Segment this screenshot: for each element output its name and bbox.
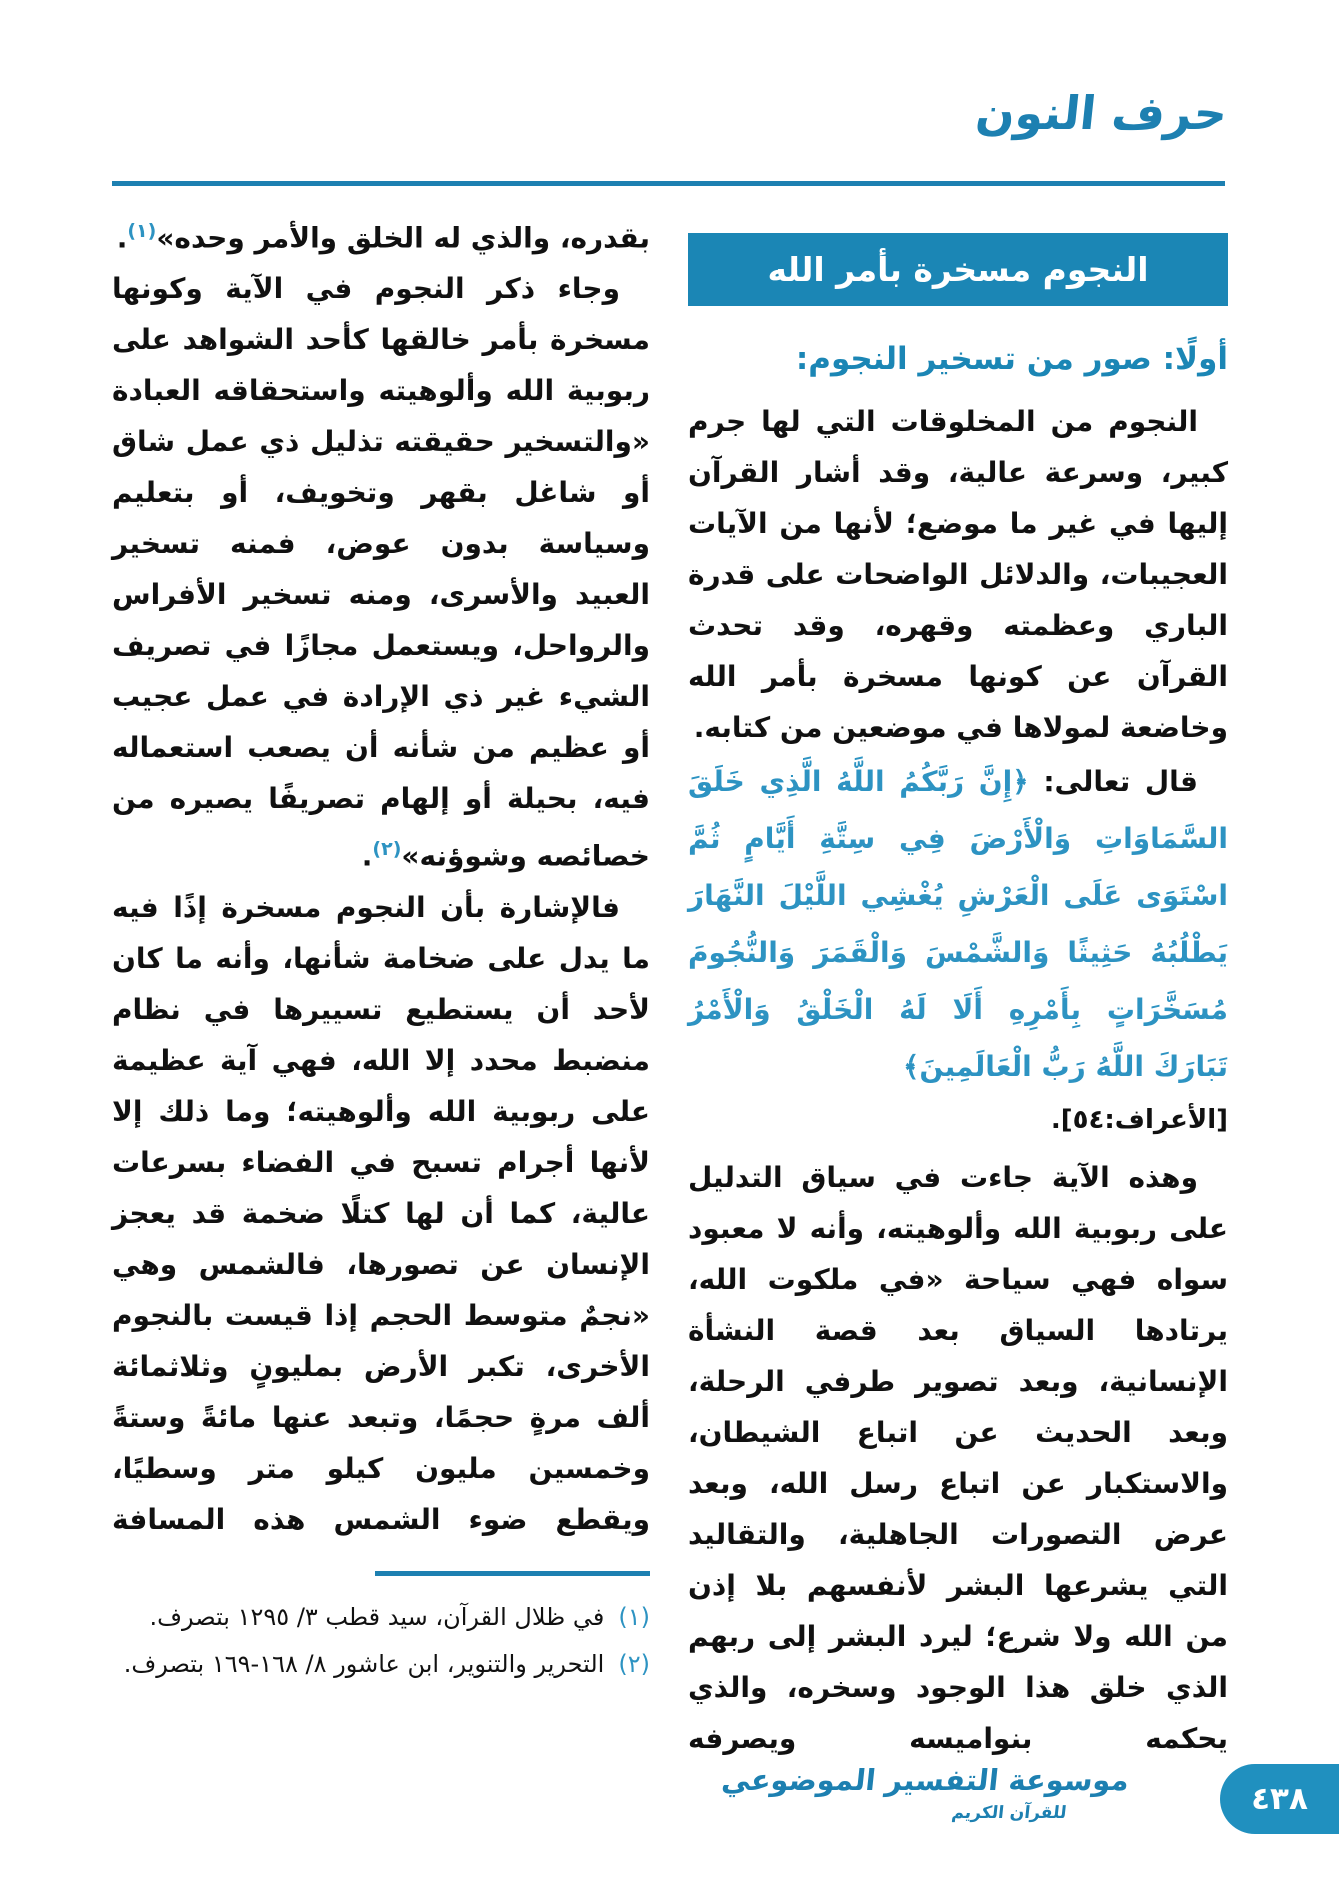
verse-reference: [الأعراف:٥٤]. (1050, 1105, 1228, 1135)
ishara-paragraph (112, 882, 650, 1545)
publisher-logo (720, 1758, 1131, 1824)
taskheer-text: وجاء ذكر النجوم في الآية وكونها مسخرة بأمر خالقها كأحد الشواهد على ربوبية الله وألوهيته واستحقاقه العبادة «والتسخير حقيقته تذليل ذي عمل شاق أو شاغل بقهر وتخويف، أو بتعليم وسياسة بدون عوض، فمنه تسخير العبيد والأسرى، ومنه تسخير الأفراس والرواحل، ويستعمل مجازًا في تصريف الشيء غير ذي الإرادة في عمل عجيب أو عظيم من شأنه أن يصعب استعماله فيه، بحيلة أو إلهام تصريفًا يصيره من خصائصه وشوؤنه» (112, 272, 650, 873)
chapter-title: حرف النون (973, 86, 1230, 140)
footnote-2-marker: (٢) (618, 1650, 650, 1678)
publisher-logo-line2: للقرآن الكريم (950, 1803, 1068, 1823)
section-subheading: أولًا: صور من تسخير النجوم: (795, 341, 1228, 377)
footnote-ref-1: (١) (127, 220, 157, 242)
footnote-2 (112, 1641, 650, 1688)
commentary-paragraph (688, 1152, 1228, 1764)
left-column (112, 206, 650, 1545)
publisher-logo-line1: موسوعة التفسير الموضوعي (720, 1763, 1131, 1797)
taskheer-period: . (361, 839, 373, 873)
footnote-separator (375, 1571, 650, 1576)
right-column (688, 233, 1228, 1764)
continuation-period: . (116, 221, 128, 255)
page-number-badge: ٤٣٨ (1220, 1764, 1339, 1834)
continuation-text: بقدره، والذي له الخلق والأمر وحده» (156, 221, 650, 255)
ishara-text: فالإشارة بأن النجوم مسخرة إذًا فيه ما يدل على ضخامة شأنها، وأنه ما كان لأحد أن يستطيع تسييرها في نظام منضبط محدد إلا الله، فهي آية عظيمة على ربوبية الله وألوهيته؛ وما ذلك إلا لأنها أجرام تسبح في الفضاء بسرعات عالية، كما أن لها كتلًا ضخمة قد يعجز الإنسان عن تصورها، فالشمس وهي «نجمٌ متوسط الحجم إذا قيست بالنجوم الأخرى، تكبر الأرض بمليونٍ وثلاثمائة ألف مرةٍ حجمًا، وتبعد عنها مائةً وستةً وخمسين مليون كيلو متر وسطيًا، ويقطع ضوء الشمس هذه المسافة (112, 890, 650, 1536)
qala-taala-text: قال تعالى: (1028, 765, 1198, 798)
intro-text: النجوم من المخلوقات التي لها جرم كبير، وسرعة عالية، وقد أشار القرآن إليها في غير ما موضع؛ لأنها من الآيات العجيبات، والدلائل الواضحات على قدرة الباري وعظمته وقهره، وقد تحدث القرآن عن كونها مسخرة بأمر الله وخاضعة لمولاها في موضعين من كتابه. (688, 405, 1228, 744)
header-rule (112, 181, 1225, 186)
footnote-1 (112, 1594, 650, 1641)
footnote-2-text: التحرير والتنوير، ابن عاشور ٨/ ١٦٨-١٦٩ بتصرف. (123, 1650, 605, 1678)
verse-paragraph (688, 753, 1228, 1095)
section-title-box: النجوم مسخرة بأمر الله (688, 233, 1228, 306)
quran-verse-text: ﴿إِنَّ رَبَّكُمُ اللَّهُ الَّذِي خَلَقَ السَّمَاوَاتِ وَالْأَرْضَ فِي سِتَّةِ أَيَّامٍ ثُمَّ اسْتَوَى عَلَى الْعَرْشِ يُغْشِي اللَّيْلَ النَّهَارَ يَطْلُبُهُ حَثِيثًا وَالشَّمْسَ وَالْقَمَرَ وَالنُّجُومَ مُسَخَّرَاتٍ بِأَمْرِهِ أَلَا لَهُ الْخَلْقُ وَالْأَمْرُ تَبَارَكَ اللَّهُ رَبُّ الْعَالَمِينَ﴾ (688, 765, 1228, 1083)
commentary-text: وهذه الآية جاءت في سياق التدليل على ربوبية الله وألوهيته، وأنه لا معبود سواه فهي سياحة «في ملكوت الله، يرتادها السياق بعد قصة النشأة الإنسانية، وبعد تصوير طرفي الرحلة، وبعد الحديث عن اتباع الشيطان، والاستكبار عن اتباع رسل الله، وبعد عرض التصورات الجاهلية، والتقاليد التي يشرعها البشر لأنفسهم بلا إذن من الله ولا شرع؛ ليرد البشر إلى ربهم الذي خلق هذا الوجود وسخره، والذي يحكمه بنواميسه ويصرفه (688, 1161, 1228, 1755)
footnotes (112, 1594, 650, 1688)
taskheer-paragraph (112, 263, 650, 881)
intro-paragraph (688, 396, 1228, 753)
footnote-1-text: في ظلال القرآن، سيد قطب ٣/ ١٢٩٥ بتصرف. (149, 1603, 605, 1631)
footnote-1-marker: (١) (618, 1603, 650, 1631)
footnote-ref-2: (٢) (372, 838, 402, 861)
continuation-paragraph (112, 206, 650, 263)
